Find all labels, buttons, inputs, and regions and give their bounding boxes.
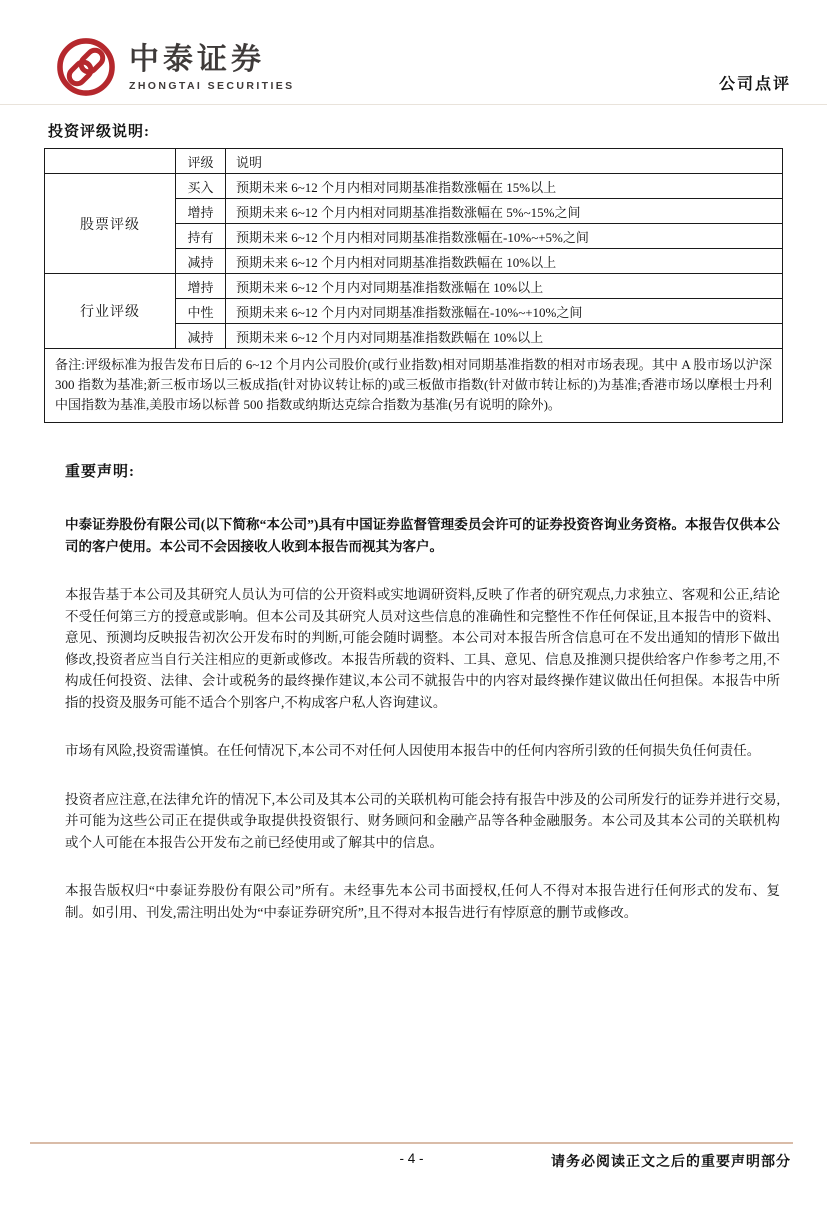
table-row — [45, 349, 783, 423]
table-row — [45, 274, 783, 299]
rating-desc-cell: 预期未来 6~12 个月内相对同期基准指数跌幅在 10%以上 — [226, 249, 783, 274]
page-number: - 4 - — [399, 1151, 424, 1166]
statement-paragraph: 本报告版权归“中泰证券股份有限公司”所有。未经事先本公司书面授权,任何人不得对本报告进行任何形式的发布、复制。如引用、刊发,需注明出处为“中泰证券研究所”,且不得对本报告进行有悖原意的删节或修改。 — [65, 883, 780, 920]
rating-table-corner-cell — [45, 149, 176, 174]
rating-desc-cell: 预期未来 6~12 个月内对同期基准指数涨幅在 10%以上 — [226, 274, 783, 299]
rating-desc-cell: 预期未来 6~12 个月内相对同期基准指数涨幅在 15%以上 — [226, 174, 783, 199]
rating-cell: 增持 — [176, 199, 226, 224]
brand-name-cn: 中泰证券 — [129, 42, 265, 76]
page-body — [0, 105, 827, 923]
rating-cell: 减持 — [176, 324, 226, 349]
rating-desc-cell: 预期未来 6~12 个月内对同期基准指数涨幅在-10%~+10%之间 — [226, 299, 783, 324]
rating-cell: 增持 — [176, 274, 226, 299]
brand-name-en: ZHONGTAI SECURITIES — [129, 79, 295, 92]
rating-desc-cell: 预期未来 6~12 个月内相对同期基准指数涨幅在-10%~+5%之间 — [226, 224, 783, 249]
statement-paragraph: 中泰证券股份有限公司(以下简称“本公司”)具有中国证券监督管理委员会许可的证券投资咨询业务资格。本报告仅供本公司的客户使用。本公司不会因接收人收到本报告而视其为客户。 — [65, 517, 780, 554]
desc-col-header: 说明 — [226, 149, 783, 174]
stock-rating-group-label: 股票评级 — [45, 174, 176, 274]
page-footer — [30, 1142, 793, 1172]
zhongtai-logo-icon — [55, 36, 117, 98]
footer-notice: 请务必阅读正文之后的重要声明部分 — [551, 1155, 791, 1170]
industry-rating-group-label: 行业评级 — [45, 274, 176, 349]
rating-cell: 减持 — [176, 249, 226, 274]
important-statement-section — [65, 460, 780, 923]
report-type-label: 公司点评 — [718, 76, 791, 93]
table-row — [45, 174, 783, 199]
statement-title: 重要声明: — [65, 464, 135, 480]
rating-desc-cell: 预期未来 6~12 个月内对同期基准指数跌幅在 10%以上 — [226, 324, 783, 349]
rating-note-cell: 备注:评级标准为报告发布日后的 6~12 个月内公司股价(或行业指数)相对同期基准指数的相对市场表现。其中 A 股市场以沪深 300 指数为基准;新三板市场以三板成指(针对协议转让标的)或三板做市指数(针对做市转让标的)为基准;香港市场以摩根士丹利中国指数为基准,美股市场以标普 500 指数或纳斯达克综合指数为基准(另有说明的除外)。 — [45, 349, 783, 423]
statement-paragraph: 市场有风险,投资需谨慎。在任何情况下,本公司不对任何人因使用本报告中的任何内容所引致的任何损失负任何责任。 — [65, 743, 761, 758]
statement-paragraph: 投资者应注意,在法律允许的情况下,本公司及其本公司的关联机构可能会持有报告中涉及的公司所发行的证券并进行交易,并可能为这些公司正在提供或争取提供投资银行、财务顾问和金融产品等各种金融服务。本公司及其本公司的关联机构或个人可能在本报告公开发布之前已经使用或了解其中的信息。 — [65, 791, 780, 850]
rating-cell: 持有 — [176, 224, 226, 249]
rating-section-title: 投资评级说明: — [48, 124, 150, 140]
brand-text — [129, 43, 295, 92]
rating-col-header: 评级 — [176, 149, 226, 174]
page-header — [0, 0, 827, 105]
brand-block — [55, 36, 295, 98]
rating-cell: 中性 — [176, 299, 226, 324]
statement-paragraph: 本报告基于本公司及其研究人员认为可信的公开资料或实地调研资料,反映了作者的研究观点,力求独立、客观和公正,结论不受任何第三方的授意或影响。但本公司及其研究人员对这些信息的准确性和完整性不作任何保证,且本报告中的资料、意见、预测均反映报告初次公开发布时的判断,可能会随时调整。本公司对本报告所含信息可在不发出通知的情形下做出修改,投资者应当自行关注相应的更新或修改。本报告所载的资料、工具、意见、信息及推测只提供给客户作参考之用,不构成任何投资、法律、会计或税务的最终操作建议,本公司不就报告中的内容对最终操作建议做出任何担保。本报告中所指的投资及服务可能不适合个别客户,不构成客户私人咨询建议。 — [65, 587, 780, 710]
rating-table — [44, 148, 783, 423]
rating-desc-cell: 预期未来 6~12 个月内相对同期基准指数涨幅在 5%~15%之间 — [226, 199, 783, 224]
rating-cell: 买入 — [176, 174, 226, 199]
rating-table-header-row — [45, 149, 783, 174]
